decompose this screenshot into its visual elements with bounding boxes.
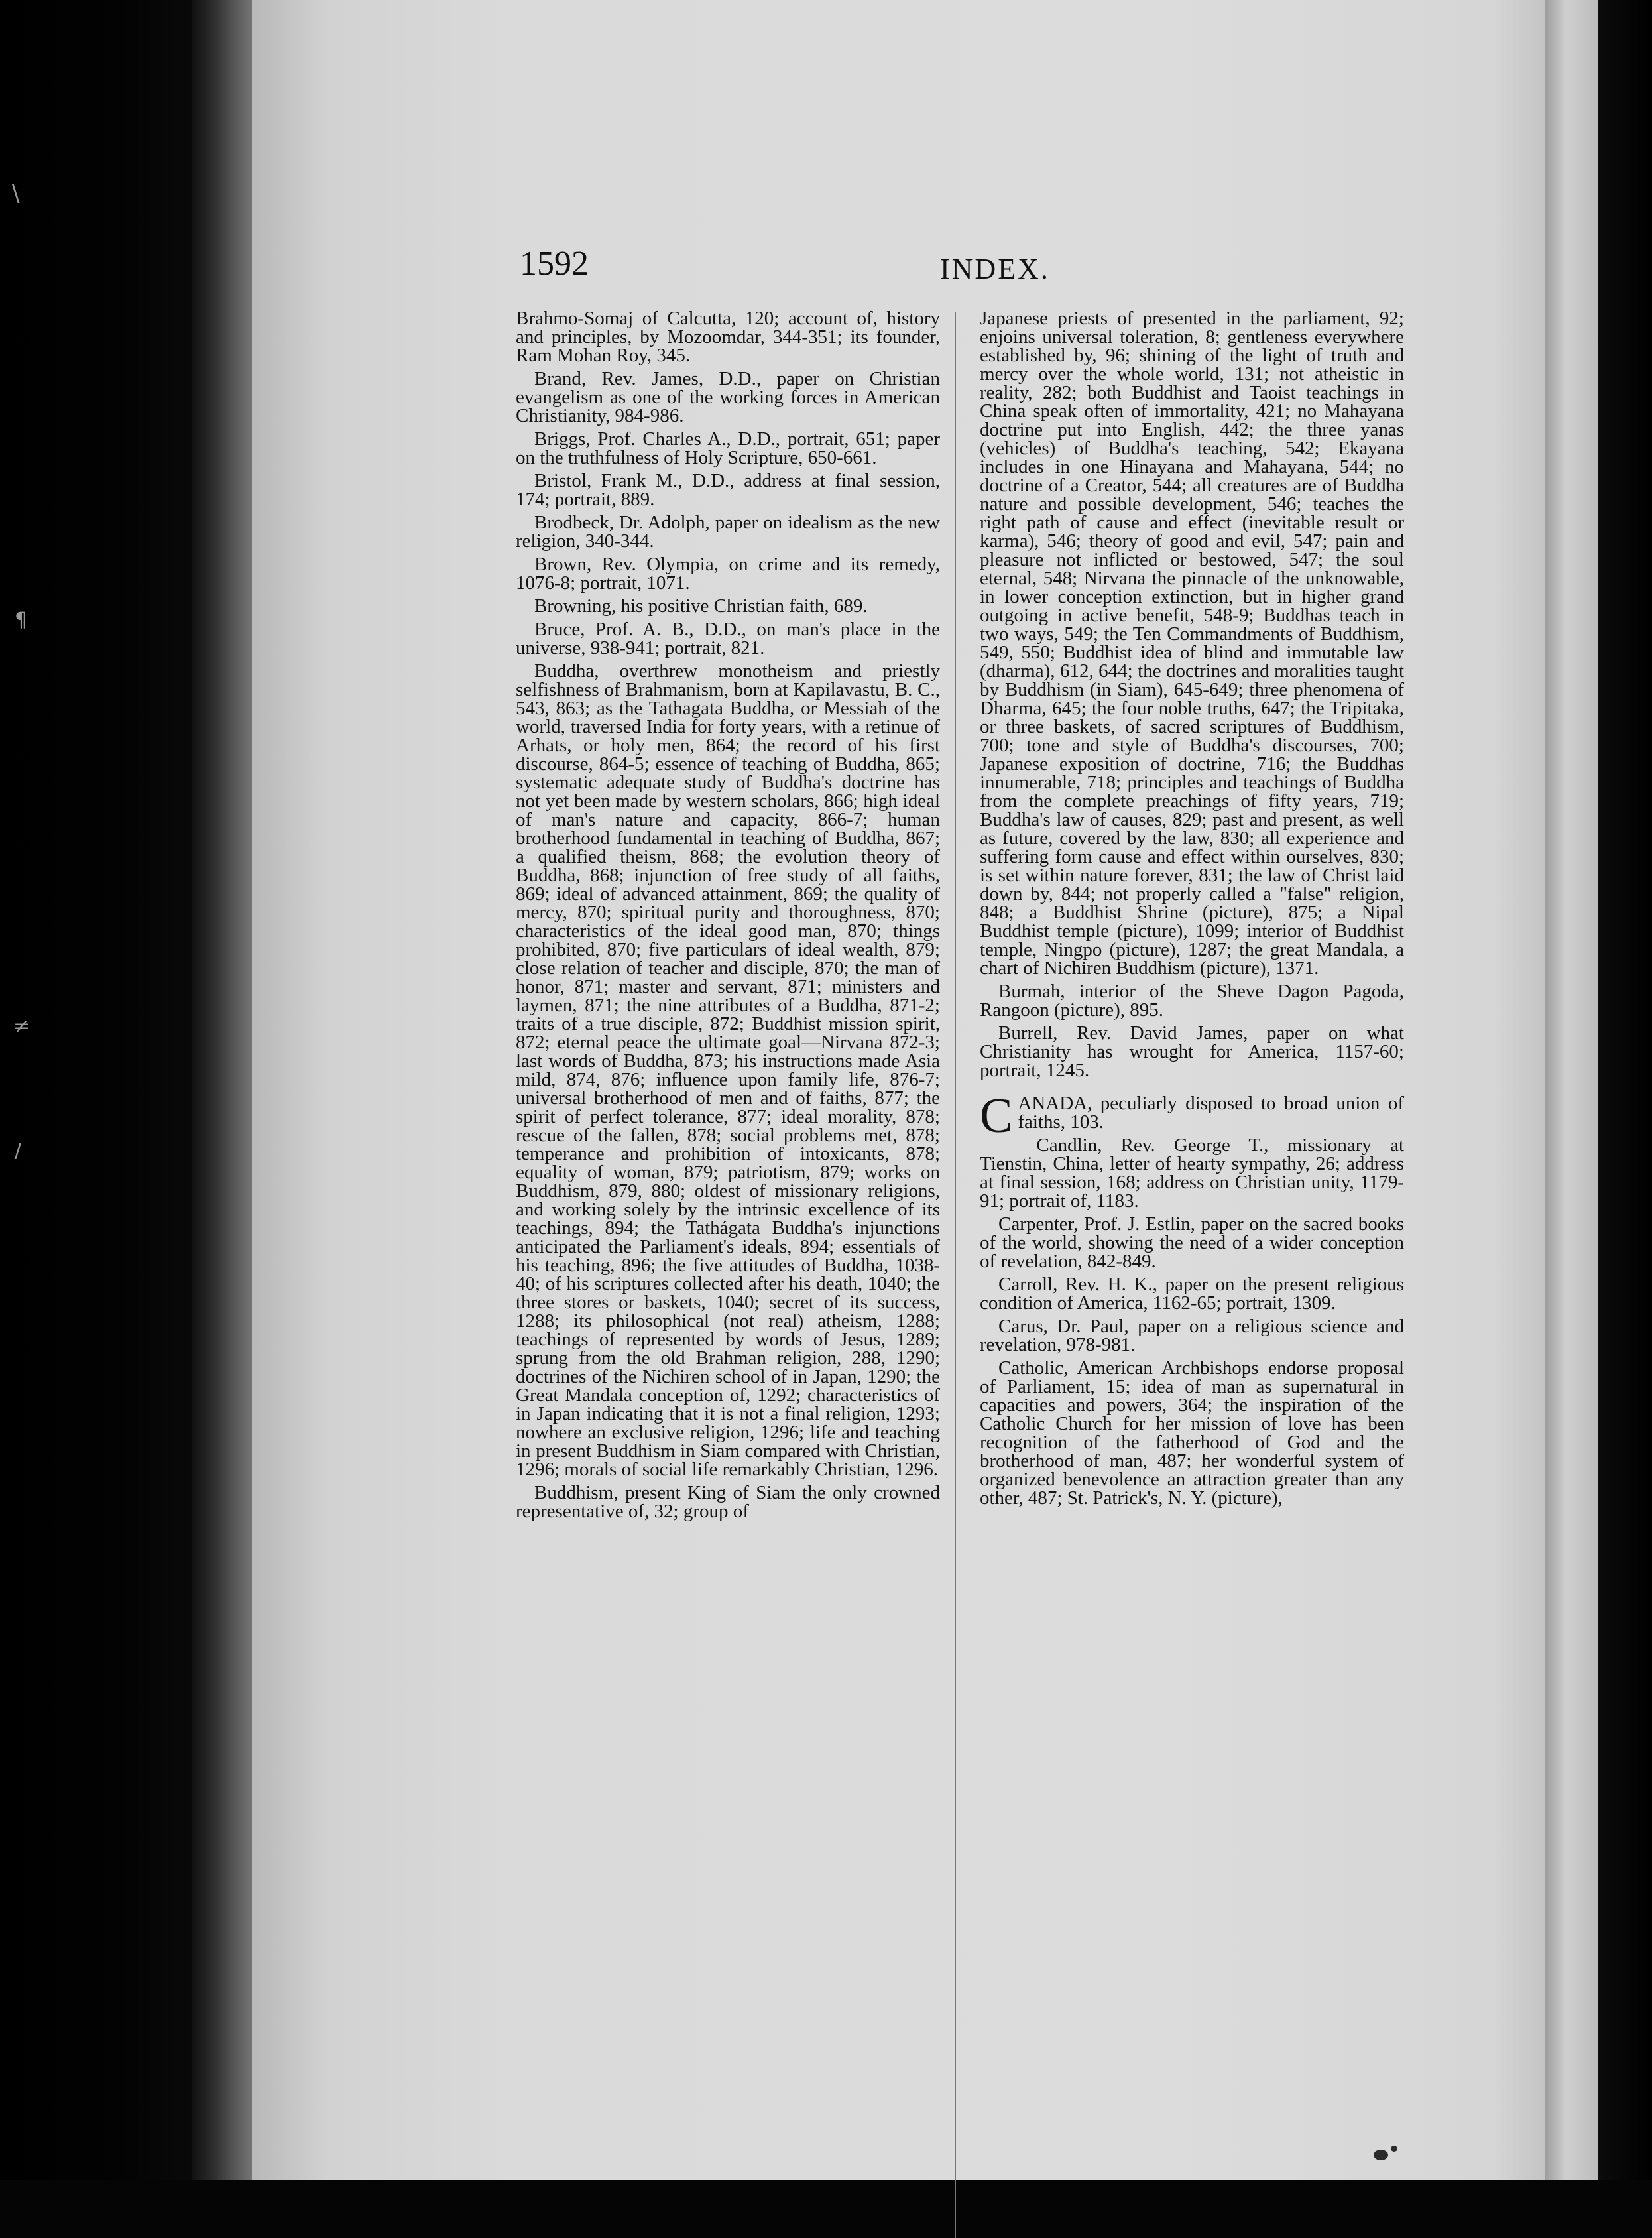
book-edge-shadow — [1598, 0, 1652, 2180]
edge-mark: ≠ — [13, 1015, 30, 1038]
index-column-right — [980, 309, 1404, 1512]
index-entry: Burmah, interior of the Sheve Dagon Pagoda, Rangoon (picture), 895. — [980, 981, 1404, 1021]
index-entry: Buddha, overthrew monotheism and priestly selfishness of Brahmanism, born at Kapilavastu, B. C., 543, 863; as the Tathagata Buddha, or Messiah of the world, traversed India for forty years, with a retinue of Arhats, or holy men, 864; the record of his first discourse, 864-5; essence of teaching of Buddha, 865; systematic adequate study of Buddha's doctrine has not yet been made by western scholars, 866; high ideal of man's nature and capacity, 866-7; human brotherhood fundamental in teaching of Buddha, 867; a qualified theism, 868; the evolution theory of Buddha, 868; injunction of free study of all faiths, 869; ideal of advanced attainment, 869; the quality of mercy, 870; spiritual purity and thoroughness, 870; characteristics of the ideal good man, 870; things prohibited, 870; five particulars of ideal wealth, 879; close relation of teacher and disciple, 870; the man of honor, 871; master and servant, 871; ministers and laymen, 871; the nine attributes of a Buddha, 871-2; traits of a true disciple, 872; Buddhist mission spirit, 872; eternal peace the ultimate goal—Nirvana 872-3; last words of Buddha, 873; his instructions made Asia mild, 874, 876; influence upon family life, 876-7; universal brotherhood of men and of faiths, 877; the spirit of perfect tolerance, 877; ideal morality, 878; rescue of the fallen, 878; social problems met, 878; temperance and prohibition of intoxicants, 878; equality of woman, 879; patriotism, 879; works on Buddhism, 879, 880; oldest of missionary religions, and working solely by the intrinsic excellence of its teachings, 894; the Tathágata Buddha's injunctions anticipated the Parliament's ideals, 894; essentials of his teaching, 896; the five attitudes of Buddha, 1038-40; of his scriptures collected after his death, 1040; the three stores or baskets, 1040; secret of its success, 1288; its philosophical (not real) atheism, 1288; teachings of represented by words of Jesus, 1289; sprung from the old Brahman religion, 288, 1290; doctrines of the Nichiren school of in Japan, 1290; the Great Mandala conception of, 1292; characteristics of in Japan indicating that it is not a final religion, 1293; nowhere an exclusive religion, 1296; life and teaching in present Buddhism in Siam compared with Christian, 1296; morals of social life remarkably Christian, 1296. — [516, 660, 940, 1480]
page-number: 1592 — [520, 245, 589, 282]
index-entry: Briggs, Prof. Charles A., D.D., portrait, 651; paper on the truthfulness of Holy Scripture, 650-661. — [516, 428, 940, 468]
index-column-left — [516, 309, 940, 1525]
edge-mark: ¶ — [15, 609, 28, 632]
index-entry: Bruce, Prof. A. B., D.D., on man's place in the universe, 938-941; portrait, 821. — [516, 619, 940, 658]
index-entry: Carus, Dr. Paul, paper on a religious science and revelation, 978-981. — [980, 1316, 1404, 1355]
index-entry: Brown, Rev. Olympia, on crime and its remedy, 1076-8; portrait, 1071. — [516, 554, 940, 593]
index-entry: Browning, his positive Christian faith, 689. — [534, 595, 868, 617]
dust-speck — [1374, 2150, 1388, 2160]
index-entry: Carpenter, Prof. J. Estlin, paper on the sacred books of the world, showing the need of a wider conception of revelation, 842-849. — [980, 1213, 1404, 1272]
index-entry: Brodbeck, Dr. Adolph, paper on idealism as the new religion, 340-344. — [516, 512, 940, 552]
entry-text: ANADA, peculiarly disposed to broad union of faiths, 103. — [1018, 1093, 1404, 1133]
index-entry: Candlin, Rev. George T., missionary at Tienstin, China, letter of hearty sympathy, 26; address at final session, 168; address on Christian unity, 1179-91; portrait of, 1183. — [980, 1135, 1404, 1212]
index-entry: Bristol, Frank M., D.D., address at final session, 174; portrait, 889. — [516, 470, 940, 510]
index-entry: Carroll, Rev. H. K., paper on the present religious condition of America, 1162-65; portrait, 1309. — [980, 1274, 1404, 1314]
page-edge-right — [1545, 0, 1598, 2180]
edge-mark: \ — [12, 180, 20, 207]
dust-speck — [1391, 2146, 1397, 2152]
page-title: INDEX. — [940, 253, 1050, 285]
index-entry: Buddhism, present King of Siam the only crowned representative of, 32; group of — [516, 1482, 940, 1522]
section-start-entry — [980, 1089, 1404, 1143]
index-entry: Burrell, Rev. David James, paper on what Christianity has wrought for America, 1157-60; portrait, 1245. — [980, 1023, 1404, 1081]
index-entry: Brand, Rev. James, D.D., paper on Christian evangelism as one of the working forces in American Christianity, 984-986. — [516, 368, 940, 426]
index-entry: Catholic, American Archbishops endorse proposal of Parliament, 15; idea of man as supernatural in capacities and powers, 364; the inspiration of the Catholic Church for her mission of love has been recognition of the fatherhood of God and the brotherhood of man, 487; her wonderful system of organized benevolence an attraction greater than any other, 487; St. Patrick's, N. Y. (picture), — [980, 1357, 1404, 1509]
index-entry: Japanese priests of presented in the parliament, 92; enjoins universal toleration, 8; gentleness everywhere established by, 96; shining of the light of truth and mercy over the whole world, 131; not atheistic in reality, 282; both Buddhist and Taoist teachings in China speak often of immortality, 421; no Mahayana doctrine put into English, 442; the three yanas (vehicles) of Buddha's teaching, 542; Ekayana includes in one Hinayana and Mahayana, 544; no doctrine of a Creator, 544; all creatures are of Buddha nature and possible development, 546; teaches the right path of cause and effect (inevitable result or karma), 546; theory of good and evil, 547; pain and pleasure not inflicted or bestowed, 547; the soul eternal, 548; Nirvana the pinnacle of the unknowable, in lower conception extinction, but in higher grand outgoing in active benefit, 548-9; Buddhas teach in two ways, 549; the Ten Commandments of Buddhism, 549, 550; Buddhist idea of blind and immutable law (dharma), 612, 644; the doctrines and moralities taught by Buddhism (in Siam), 645-649; three phenomena of Dharma, 645; the four noble truths, 647; the Tripitaka, or three baskets, of sacred scriptures of Buddhism, 700; tone and style of Buddha's discourses, 700; Japanese exposition of doctrine, 716; the Buddhas innumerable, 718; principles and teachings of Buddha from the complete preachings of fifty years, 719; Buddha's law of causes, 829; past and present, as well as future, covered by the law, 830; all experience and suffering form cause and effect within ourselves, 830; is set within nature forever, 831; the law of Christ laid down by, 844; not properly called a "false" religion, 848; a Buddhist Shrine (picture), 875; a Nipal Buddhist temple (picture), 1099; interior of Buddhist temple, Ningpo (picture), 1287; the great Mandala, a chart of Nichiren Buddhism (picture), 1371. — [980, 308, 1404, 979]
index-entry: Brahmo-Somaj of Calcutta, 120; account of, history and principles, by Mozoomdar, 344-351; its founder, Ram Mohan Roy, 345. — [516, 308, 940, 366]
column-divider — [955, 312, 956, 2238]
drop-cap-letter: C — [980, 1089, 1013, 1143]
edge-mark: / — [15, 1139, 22, 1162]
